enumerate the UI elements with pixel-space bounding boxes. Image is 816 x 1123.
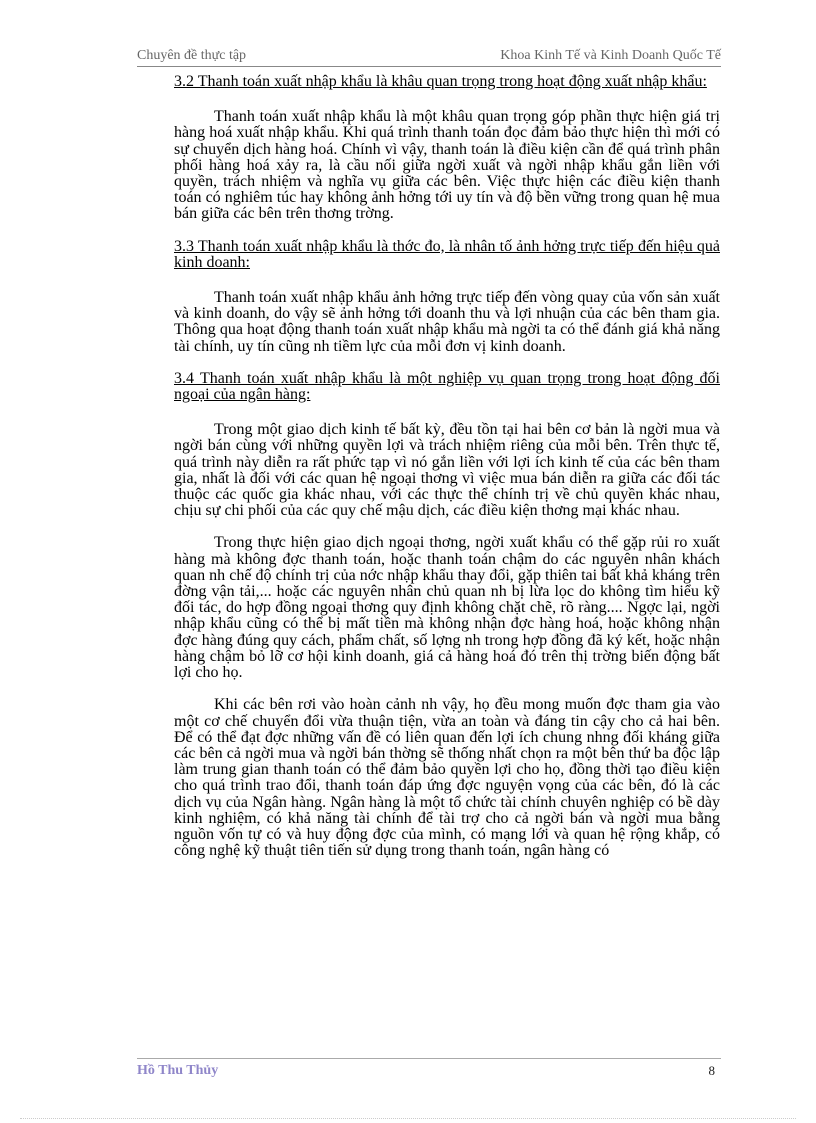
document-body [174, 74, 720, 875]
section-heading-3-2: 3.2 Thanh toán xuất nhập khẩu là khâu quan trọng trong hoạt động xuất nhập khẩu: [174, 73, 707, 90]
page-header [137, 48, 721, 67]
paragraph: Thanh toán xuất nhập khẩu là một khâu quan trọng góp phần thực hiện giá trị hàng hoá xuất nhập khẩu. Khi quá trình thanh toán đọc đảm bảo thực hiện thì mới có sự chuyển dịch hàng hoá. Chính vì vậy, thanh toán là điều kiện cần để quá trình phân phối hàng hoá xảy ra, là cầu nối giữa ngời xuất và ngời nhập khẩu gắn liền với quyền, trách nhiệm và nghĩa vụ giữa các bên. Việc thực hiện các điều kiện thanh toán có nghiêm túc hay không ảnh hởng tới uy tín và độ bền vững trong quan hệ mua bán giữa các bên trên thơng trờng. [174, 108, 720, 223]
paragraph: Trong một giao dịch kinh tế bất kỳ, đều tồn tại hai bên cơ bản là ngời mua và ngời bán cùng với những quyền lợi và trách nhiệm riêng của mỗi bên. Trên thực tế, quá trình này diễn ra rất phức tạp vì nó gắn liền với lợi ích kinh tế của các bên tham gia, nhất là đối với các quan hệ ngoại thơng vì việc mua bán diễn ra giữa các đối tác thuộc các quốc gia khác nhau, với các thực thể chính trị về chủ quyền khác nhau, chịu sự chi phối của các quy chế mậu dịch, các điều kiện thơng mại khác nhau. [174, 421, 720, 520]
page-footer [137, 1058, 721, 1079]
page-number: 8 [708, 1063, 715, 1078]
page-boundary-divider [20, 1118, 796, 1119]
section-heading-3-4: 3.4 Thanh toán xuất nhập khẩu là một nghiệp vụ quan trọng trong hoạt động đối ngoại của ngân hàng: [174, 369, 720, 404]
section-heading-3-3: 3.3 Thanh toán xuất nhập khẩu là thớc đo, là nhân tố ảnh hởng trực tiếp đến hiệu quả kinh doanh: [174, 237, 720, 271]
header-faculty: Khoa Kinh Tế và Kinh Doanh Quốc Tế [500, 48, 721, 63]
paragraph: Thanh toán xuất nhập khẩu ảnh hởng trực tiếp đến vòng quay của vốn sản xuất và kinh doanh, do vậy sẽ ảnh hởng tới doanh thu và lợi nhuận của các bên tham gia. Thông qua hoạt động thanh toán xuất nhập khẩu mà ngời ta có thể đánh giá khả năng tài chính, uy tín cũng nh tiềm lực của mỗi đơn vị kinh doanh. [174, 289, 720, 355]
footer-author: Hồ Thu Thủy [137, 1063, 219, 1078]
paragraph: Trong thực hiện giao dịch ngoại thơng, ngời xuất khẩu có thể gặp rủi ro xuất hàng mà không đợc thanh toán, hoặc thanh toán chậm do các nguyên nhân khách quan nh chế độ chính trị của nớc nhập khẩu thay đổi, gặp thiên tai bất khả kháng trên đờng vận tải,... hoặc các nguyên nhân chủ quan nh bị lừa lọc do không tìm hiểu kỹ đối tác, do hợp đồng ngoại thơng quy định không chặt chẽ, rõ ràng.... Ngợc lại, ngời nhập khẩu cũng có thể bị mất tiền mà không nhận đợc hàng hoá, hoặc không nhận đợc hàng đúng quy cách, phẩm chất, số lợng nh trong hợp đồng đã ký kết, hoặc nhận hàng chậm bỏ lỡ cơ hội kinh doanh, giá cả hàng hoá đó trên thị trờng biến động bất lợi cho họ. [174, 534, 720, 682]
paragraph: Khi các bên rơi vào hoàn cảnh nh vậy, họ đều mong muốn đợc tham gia vào một cơ chế chuyển đổi vừa thuận tiện, vừa an toàn và đáng tin cậy cho cả hai bên. Để có thể đạt đợc những vấn đề có liên quan đến lợi ích chung nhng đối kháng giữa các bên cả ngời mua và ngời bán thờng sẽ thống nhất chọn ra một bên thứ ba độc lập làm trung gian thanh toán có thể đảm bảo quyền lợi cho họ, đồng thời tạo điều kiện cho quá trình trao đổi, thanh toán đáp ứng đợc nguyện vọng của các bên, đó là các dịch vụ của Ngân hàng. Ngân hàng là một tổ chức tài chính chuyên nghiệp có bề dày kinh nghiệm, có khả năng tài chính để tài trợ cho cả ngời bán và ngời mua bằng nguồn vốn tự có và huy động đợc của mình, có mạng lới và quan hệ rộng khắp, có công nghệ kỹ thuật tiên tiến sử dụng trong thanh toán, ngân hàng có [174, 696, 720, 860]
header-document-type: Chuyên đề thực tập [137, 48, 247, 63]
